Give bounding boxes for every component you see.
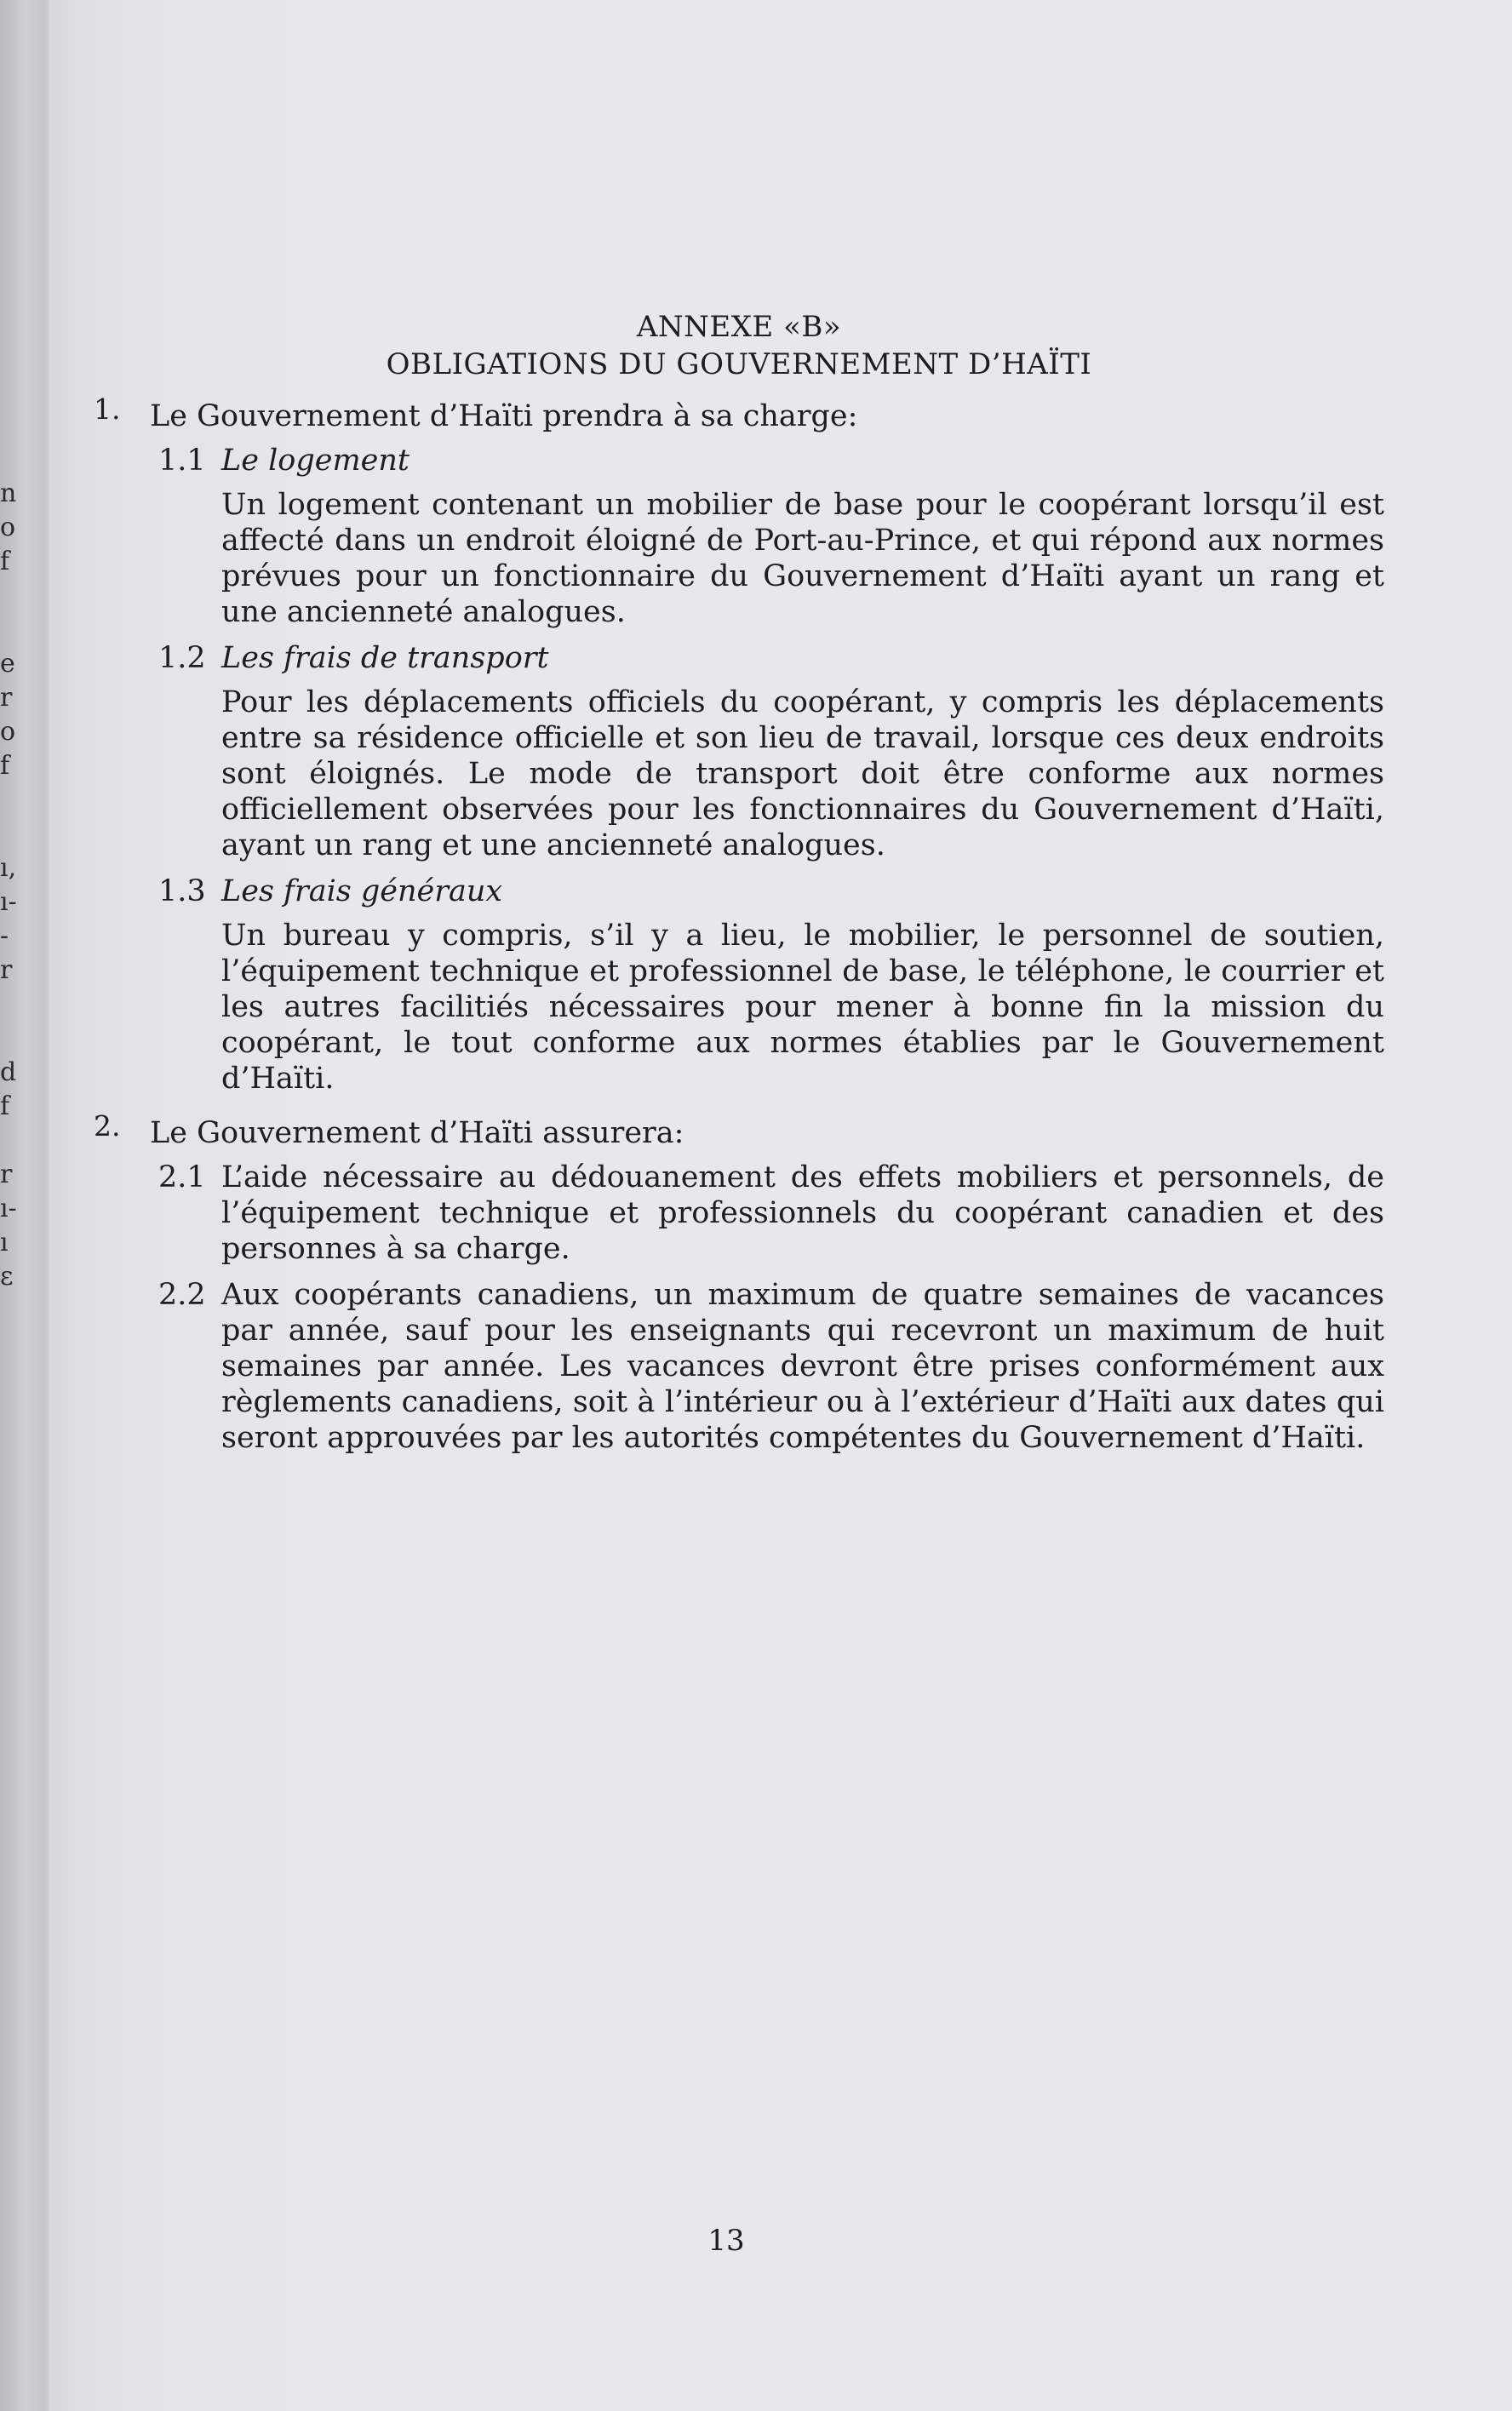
edge-letter: n	[0, 478, 17, 508]
subsection-1-1	[94, 443, 1388, 630]
subsection-number: 2.2	[158, 1278, 206, 1312]
edge-letter: ı-	[0, 887, 17, 917]
subsection-title: Le logement	[221, 444, 410, 478]
edge-letter	[0, 1124, 26, 1158]
subsection-number: 1.3	[158, 874, 206, 908]
subsection-text: Aux coopérants canadiens, un maximum de quatre semaines de vacances par année, sauf pour les enseignants qui recevront un maximum de huit semaines par année. Les vacances devront être prises conformément aux règlements canadiens, soit à l’intérieur ou à l’extérieur d’Haïti aux dates qui seront approuvées par les autorités compétentes du Gouvernement d’Haïti.	[221, 1278, 1384, 1455]
edge-letter	[0, 1022, 26, 1056]
edge-letter: f	[0, 547, 10, 576]
subsection-2-2	[94, 1277, 1388, 1456]
edge-letter	[0, 817, 26, 851]
page-number: 13	[707, 2224, 745, 2258]
subsection-number: 1.1	[158, 444, 206, 478]
obligation-section-1	[94, 392, 1388, 1097]
subsection-2-1	[94, 1160, 1388, 1267]
section-title: Le Gouvernement d’Haïti prendra à sa charge:	[150, 399, 858, 433]
subsection-text: L’aide nécessaire au dédouanement des effets mobiliers et personnels, de l’équipement technique et professionnels du coopérant canadien et des personnes à sa charge.	[221, 1160, 1384, 1266]
subsection-text: Pour les déplacements officiels du coopérant, y compris les déplacements entre sa résidence officielle et son lieu de travail, lorsque ces deux endroits sont éloignés. Le mode de transport doit être conforme aux normes officiellement observées pour les fonctionnaires du Gouvernement d’Haïti, ayant un rang et une ancienneté analogues.	[221, 685, 1384, 862]
edge-letter	[0, 783, 26, 817]
edge-letter: ı-	[0, 1194, 17, 1223]
adjacent-page-edge-text	[0, 477, 26, 1294]
subsection-title: Les frais de transport	[221, 641, 549, 675]
edge-letter: ı,	[0, 853, 17, 883]
annex-body	[94, 392, 1388, 1466]
edge-letter: ı	[0, 1228, 9, 1257]
subsection-1-2	[94, 640, 1388, 863]
edge-letter	[0, 988, 26, 1022]
edge-letter: f	[0, 1091, 10, 1121]
subsection-text: Un logement contenant un mobilier de base pour le coopérant lorsqu’il est affecté dans un endroit éloigné de Port-au-Prince, et qui répond aux normes prévues pour un fonctionnaire du Gouvernement d’Haïti ayant un rang et une ancienneté analogues.	[221, 488, 1384, 629]
annex-label: ANNEXE «B»	[636, 310, 842, 344]
section-title: Le Gouvernement d’Haïti assurera:	[150, 1116, 684, 1150]
annex-title: OBLIGATIONS DU GOUVERNEMENT D’HAÏTI	[386, 347, 1092, 381]
edge-letter: -	[0, 921, 9, 951]
subsection-1-3	[94, 873, 1388, 1097]
edge-letter: d	[0, 1057, 17, 1087]
edge-letter: r	[0, 1160, 13, 1189]
edge-letter: f	[0, 751, 10, 781]
edge-letter: o	[0, 717, 16, 747]
edge-letter: r	[0, 955, 13, 985]
subsection-title: Les frais généraux	[221, 874, 503, 908]
edge-letter: o	[0, 513, 16, 542]
section-number: 1.	[94, 392, 121, 426]
edge-letter	[0, 613, 26, 647]
subsection-text: Un bureau y compris, s’il y a lieu, le mobilier, le personnel de soutien, l’équipement technique et professionnel de base, le téléphone, le courrier et les autres facilitiés nécessaires pour mener à bonne fin la mission du coopérant, le tout conforme aux normes établies par le Gouvernement d’Haïti.	[221, 919, 1384, 1096]
subsection-number: 2.1	[158, 1160, 206, 1194]
obligation-section-2	[94, 1109, 1388, 1456]
edge-letter: ɛ	[0, 1262, 14, 1291]
subsection-number: 1.2	[158, 641, 206, 675]
section-number: 2.	[94, 1109, 121, 1143]
edge-letter	[0, 579, 26, 613]
annex-heading	[0, 308, 1478, 383]
edge-letter: r	[0, 683, 13, 713]
edge-letter: e	[0, 649, 15, 679]
